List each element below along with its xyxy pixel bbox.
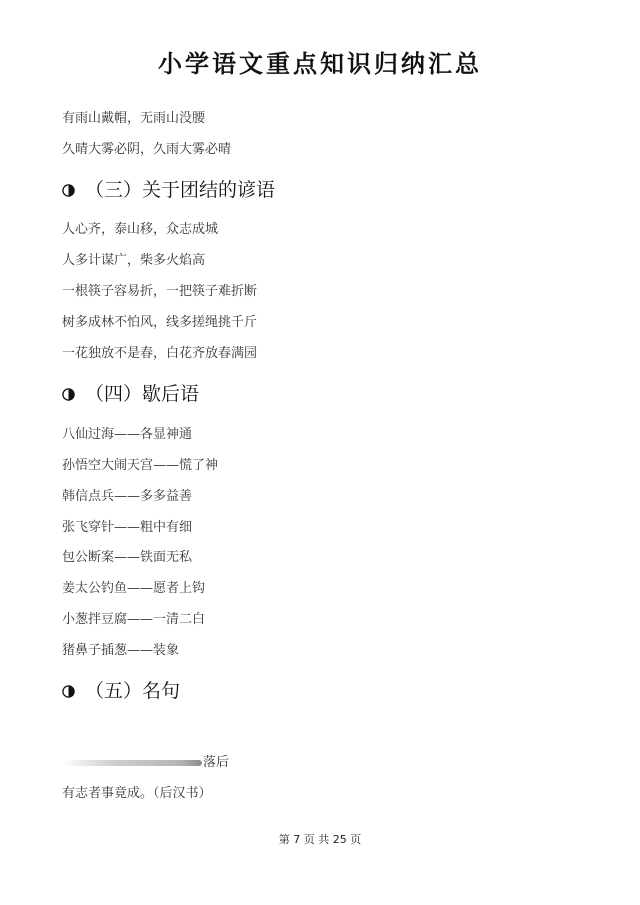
half-moon-bullet-icon	[62, 388, 75, 401]
half-moon-bullet-icon	[62, 685, 75, 698]
section-heading-text: （四）歇后语	[85, 383, 200, 405]
text-line: 有雨山戴帽，无雨山没腰	[62, 111, 206, 126]
section-heading	[62, 382, 199, 406]
text-line: 小葱拌豆腐——一清二白	[62, 612, 206, 627]
text-line: 人多计谋广，柴多火焰高	[62, 253, 206, 268]
smudged-text-area	[62, 760, 202, 766]
text-line: 张飞穿针——粗中有细	[62, 520, 193, 535]
text-line: 有志者事竟成。（后汉书）	[62, 786, 212, 801]
half-moon-bullet-icon	[62, 184, 75, 197]
text-line: 一花独放不是春，白花齐放春满园	[62, 346, 258, 361]
section-heading-text: （五）名句	[85, 680, 181, 702]
text-line: 猪鼻子插葱——装象	[62, 643, 180, 658]
text-line: 一根筷子容易折，一把筷子难折断	[62, 284, 258, 299]
text-line: 久晴大雾必阴，久雨大雾必晴	[62, 142, 232, 157]
text-line: 树多成林不怕风，线多搓绳挑千斤	[62, 315, 258, 330]
page-number-footer: 第 7 页 共 25 页	[278, 833, 362, 846]
text-line: 孙悟空大闹天宫——慌了神	[62, 458, 219, 473]
text-line: 八仙过海——各显神通	[62, 427, 193, 442]
text-line: 人心齐，泰山移，众志成城	[62, 222, 219, 237]
text-line: 落后	[203, 755, 230, 770]
section-heading	[62, 178, 275, 202]
text-line: 包公断案——铁面无私	[62, 550, 193, 565]
section-heading-text: （三）关于团结的谚语	[85, 179, 276, 201]
text-line: 韩信点兵——多多益善	[62, 489, 193, 504]
page-title: 小学语文重点知识归纳汇总	[158, 50, 482, 78]
section-heading	[62, 679, 180, 703]
text-line: 姜太公钓鱼——愿者上钩	[62, 581, 206, 596]
